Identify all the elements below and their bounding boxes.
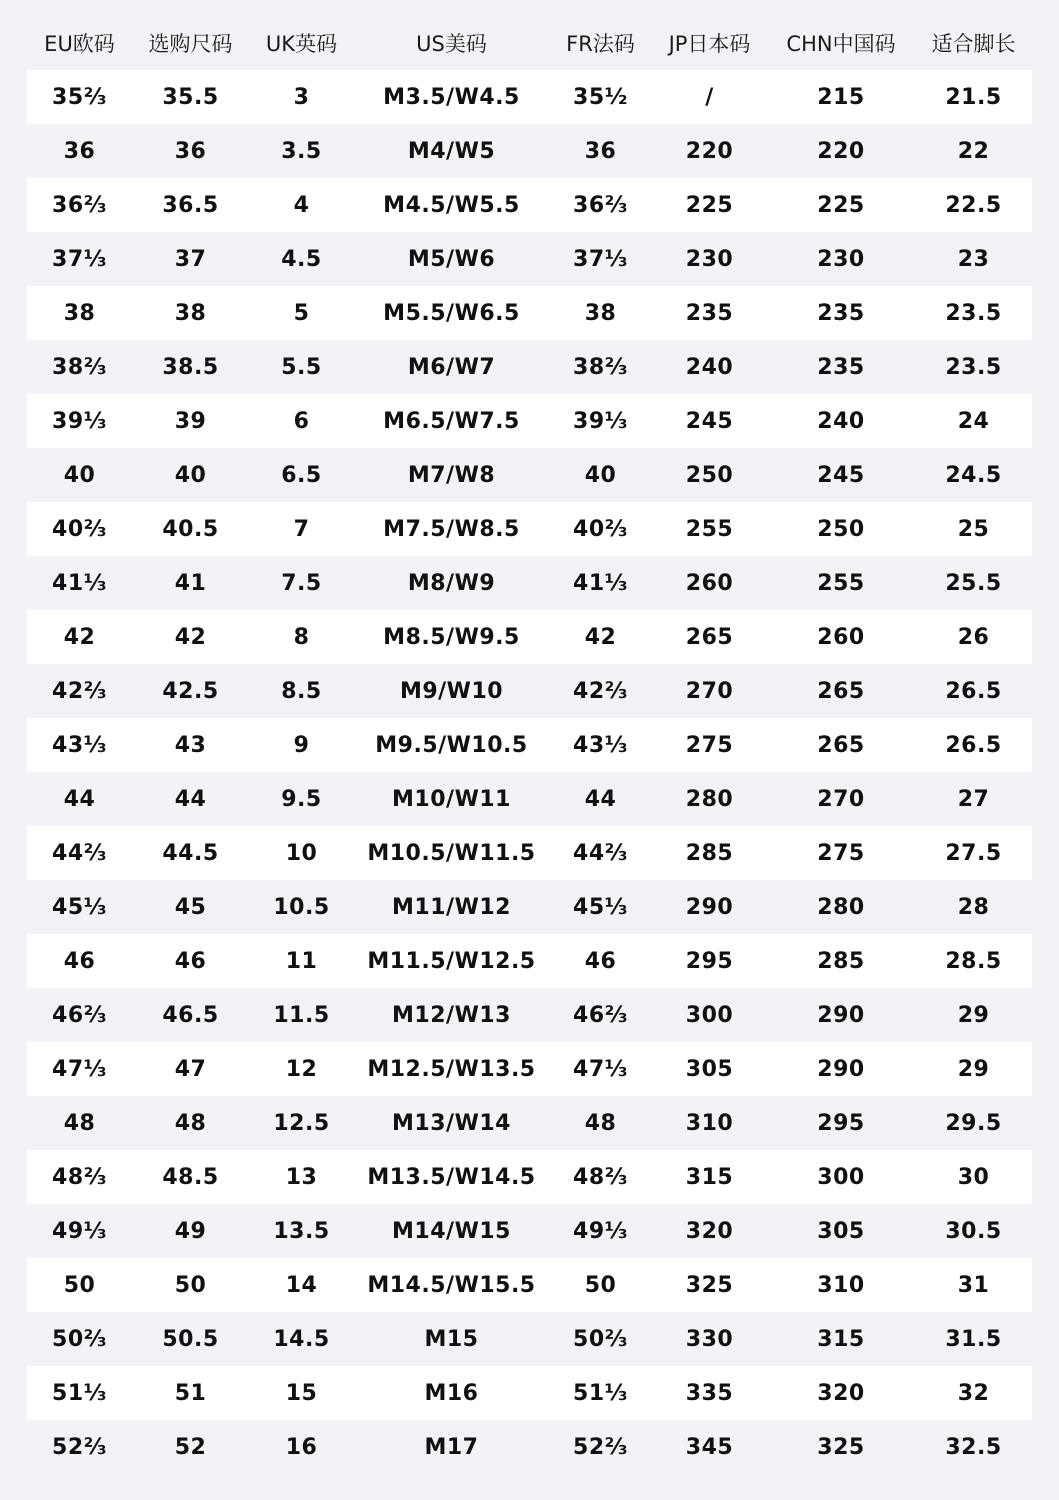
cell-us: M11.5/W12.5 bbox=[367, 948, 536, 974]
table-row bbox=[27, 1096, 1032, 1150]
cell-uk: 14 bbox=[285, 1272, 318, 1298]
cell-foot-length: 23.5 bbox=[945, 300, 1002, 326]
cell-purchase-size: 50 bbox=[174, 1272, 207, 1298]
cell-fr: 52⅔ bbox=[573, 1434, 628, 1460]
table-row bbox=[27, 1420, 1032, 1474]
cell-jp: 230 bbox=[685, 246, 734, 272]
cell-fr: 38⅔ bbox=[573, 354, 628, 380]
cell-purchase-size: 46.5 bbox=[162, 1002, 219, 1028]
cell-foot-length: 23 bbox=[957, 246, 990, 272]
cell-fr: 48⅔ bbox=[573, 1164, 628, 1190]
cell-purchase-size: 49 bbox=[174, 1218, 207, 1244]
cell-jp: / bbox=[705, 84, 714, 110]
cell-jp: 325 bbox=[685, 1272, 734, 1298]
cell-purchase-size: 50.5 bbox=[162, 1326, 219, 1352]
cell-purchase-size: 44.5 bbox=[162, 840, 219, 866]
cell-us: M8/W9 bbox=[407, 570, 496, 596]
cell-uk: 13 bbox=[285, 1164, 318, 1190]
cell-chn: 295 bbox=[817, 1110, 865, 1136]
cell-us: M10.5/W11.5 bbox=[367, 840, 536, 866]
cell-foot-length: 22 bbox=[957, 138, 990, 164]
cell-chn: 220 bbox=[817, 138, 865, 164]
header-jp: JP日本码 bbox=[668, 32, 751, 56]
cell-jp: 320 bbox=[685, 1218, 734, 1244]
cell-purchase-size: 42.5 bbox=[162, 678, 219, 704]
cell-uk: 15 bbox=[285, 1380, 318, 1406]
cell-foot-length: 32 bbox=[957, 1380, 990, 1406]
cell-fr: 46⅔ bbox=[573, 1002, 628, 1028]
cell-purchase-size: 47 bbox=[174, 1056, 207, 1082]
cell-foot-length: 25 bbox=[957, 516, 990, 542]
table-row bbox=[27, 718, 1032, 772]
cell-foot-length: 27 bbox=[957, 786, 990, 812]
cell-us: M9.5/W10.5 bbox=[375, 732, 528, 758]
cell-fr: 36 bbox=[584, 138, 617, 164]
cell-chn: 300 bbox=[817, 1164, 865, 1190]
cell-foot-length: 26.5 bbox=[945, 732, 1002, 758]
table-row bbox=[27, 124, 1032, 178]
cell-fr: 36⅔ bbox=[573, 192, 628, 218]
cell-eu: 40 bbox=[63, 462, 96, 488]
cell-eu: 48 bbox=[63, 1110, 96, 1136]
cell-us: M4.5/W5.5 bbox=[383, 192, 520, 218]
table-row bbox=[27, 1366, 1032, 1420]
cell-us: M13/W14 bbox=[392, 1110, 511, 1136]
cell-eu: 41⅓ bbox=[52, 570, 107, 596]
cell-fr: 38 bbox=[584, 300, 617, 326]
cell-chn: 310 bbox=[817, 1272, 865, 1298]
cell-us: M14.5/W15.5 bbox=[367, 1272, 536, 1298]
cell-us: M5/W6 bbox=[407, 246, 496, 272]
cell-uk: 11.5 bbox=[273, 1002, 330, 1028]
cell-eu: 36⅔ bbox=[52, 192, 107, 218]
cell-eu: 48⅔ bbox=[52, 1164, 107, 1190]
cell-uk: 11 bbox=[285, 948, 318, 974]
cell-fr: 47⅓ bbox=[573, 1056, 628, 1082]
cell-purchase-size: 38.5 bbox=[162, 354, 219, 380]
cell-foot-length: 26.5 bbox=[945, 678, 1002, 704]
cell-jp: 345 bbox=[685, 1434, 734, 1460]
cell-uk: 6 bbox=[293, 408, 310, 434]
cell-chn: 275 bbox=[817, 840, 865, 866]
cell-purchase-size: 40.5 bbox=[162, 516, 219, 542]
cell-uk: 5.5 bbox=[281, 354, 322, 380]
cell-foot-length: 21.5 bbox=[945, 84, 1002, 110]
header-eu: EU欧码 bbox=[44, 32, 115, 56]
cell-fr: 48 bbox=[584, 1110, 617, 1136]
cell-jp: 275 bbox=[685, 732, 734, 758]
cell-purchase-size: 36 bbox=[174, 138, 207, 164]
cell-chn: 255 bbox=[817, 570, 865, 596]
table-row bbox=[27, 502, 1032, 556]
header-purchase-size: 选购尺码 bbox=[148, 32, 233, 56]
cell-purchase-size: 38 bbox=[174, 300, 207, 326]
cell-us: M7.5/W8.5 bbox=[383, 516, 520, 542]
table-row bbox=[27, 880, 1032, 934]
cell-fr: 50⅔ bbox=[573, 1326, 628, 1352]
cell-chn: 325 bbox=[817, 1434, 865, 1460]
cell-eu: 47⅓ bbox=[52, 1056, 107, 1082]
cell-jp: 250 bbox=[685, 462, 734, 488]
cell-chn: 235 bbox=[817, 300, 865, 326]
cell-purchase-size: 36.5 bbox=[162, 192, 219, 218]
cell-uk: 12.5 bbox=[273, 1110, 330, 1136]
cell-purchase-size: 48.5 bbox=[162, 1164, 219, 1190]
cell-foot-length: 31.5 bbox=[945, 1326, 1002, 1352]
cell-fr: 40⅔ bbox=[573, 516, 628, 542]
table-header-row bbox=[27, 16, 1032, 70]
cell-jp: 240 bbox=[685, 354, 734, 380]
cell-uk: 8 bbox=[293, 624, 310, 650]
cell-uk: 13.5 bbox=[273, 1218, 330, 1244]
cell-purchase-size: 48 bbox=[174, 1110, 207, 1136]
cell-purchase-size: 52 bbox=[174, 1434, 207, 1460]
table-row bbox=[27, 1312, 1032, 1366]
cell-foot-length: 31 bbox=[957, 1272, 990, 1298]
cell-uk: 16 bbox=[285, 1434, 318, 1460]
cell-chn: 320 bbox=[817, 1380, 865, 1406]
table-row bbox=[27, 448, 1032, 502]
table-row bbox=[27, 772, 1032, 826]
cell-fr: 49⅓ bbox=[573, 1218, 628, 1244]
table-row bbox=[27, 70, 1032, 124]
cell-uk: 9.5 bbox=[281, 786, 322, 812]
cell-chn: 290 bbox=[817, 1002, 865, 1028]
cell-chn: 260 bbox=[817, 624, 865, 650]
cell-jp: 290 bbox=[685, 894, 734, 920]
cell-eu: 36 bbox=[63, 138, 96, 164]
cell-uk: 3 bbox=[293, 84, 310, 110]
cell-us: M12.5/W13.5 bbox=[367, 1056, 536, 1082]
cell-foot-length: 28 bbox=[957, 894, 990, 920]
cell-foot-length: 26 bbox=[957, 624, 990, 650]
cell-chn: 270 bbox=[817, 786, 865, 812]
cell-uk: 7 bbox=[293, 516, 310, 542]
size-chart-table bbox=[27, 16, 1032, 1474]
cell-chn: 215 bbox=[817, 84, 865, 110]
cell-uk: 9 bbox=[293, 732, 310, 758]
cell-uk: 12 bbox=[285, 1056, 318, 1082]
table-row bbox=[27, 394, 1032, 448]
header-us: US美码 bbox=[416, 32, 487, 56]
cell-chn: 250 bbox=[817, 516, 865, 542]
cell-foot-length: 24.5 bbox=[945, 462, 1002, 488]
cell-jp: 335 bbox=[685, 1380, 734, 1406]
cell-jp: 305 bbox=[685, 1056, 734, 1082]
cell-chn: 290 bbox=[817, 1056, 865, 1082]
cell-purchase-size: 51 bbox=[174, 1380, 207, 1406]
cell-fr: 41⅓ bbox=[573, 570, 628, 596]
cell-chn: 280 bbox=[817, 894, 865, 920]
cell-chn: 265 bbox=[817, 678, 865, 704]
cell-foot-length: 29 bbox=[957, 1002, 990, 1028]
cell-uk: 10 bbox=[285, 840, 318, 866]
table-row bbox=[27, 988, 1032, 1042]
cell-chn: 235 bbox=[817, 354, 865, 380]
cell-jp: 220 bbox=[685, 138, 734, 164]
cell-purchase-size: 35.5 bbox=[162, 84, 219, 110]
cell-fr: 37⅓ bbox=[573, 246, 628, 272]
cell-chn: 305 bbox=[817, 1218, 865, 1244]
cell-fr: 42 bbox=[584, 624, 617, 650]
cell-purchase-size: 42 bbox=[174, 624, 207, 650]
cell-foot-length: 30 bbox=[957, 1164, 990, 1190]
cell-foot-length: 30.5 bbox=[945, 1218, 1002, 1244]
cell-us: M6/W7 bbox=[407, 354, 496, 380]
cell-fr: 50 bbox=[584, 1272, 617, 1298]
cell-chn: 285 bbox=[817, 948, 865, 974]
cell-foot-length: 22.5 bbox=[945, 192, 1002, 218]
cell-purchase-size: 45 bbox=[174, 894, 207, 920]
cell-fr: 43⅓ bbox=[573, 732, 628, 758]
cell-fr: 51⅓ bbox=[573, 1380, 628, 1406]
cell-jp: 295 bbox=[685, 948, 734, 974]
cell-jp: 270 bbox=[685, 678, 734, 704]
cell-fr: 42⅔ bbox=[573, 678, 628, 704]
cell-foot-length: 29.5 bbox=[945, 1110, 1002, 1136]
table-row bbox=[27, 934, 1032, 988]
cell-uk: 8.5 bbox=[281, 678, 322, 704]
cell-jp: 255 bbox=[685, 516, 734, 542]
cell-uk: 4.5 bbox=[281, 246, 322, 272]
cell-uk: 5 bbox=[293, 300, 310, 326]
table-row bbox=[27, 340, 1032, 394]
cell-us: M14/W15 bbox=[392, 1218, 511, 1244]
cell-chn: 315 bbox=[817, 1326, 865, 1352]
cell-fr: 44 bbox=[584, 786, 617, 812]
cell-eu: 45⅓ bbox=[52, 894, 107, 920]
header-foot-length: 适合脚长 bbox=[931, 32, 1016, 56]
cell-purchase-size: 46 bbox=[174, 948, 207, 974]
cell-foot-length: 27.5 bbox=[945, 840, 1002, 866]
cell-fr: 35½ bbox=[573, 84, 628, 110]
cell-eu: 39⅓ bbox=[52, 408, 107, 434]
cell-fr: 40 bbox=[584, 462, 617, 488]
cell-eu: 46⅔ bbox=[52, 1002, 107, 1028]
cell-jp: 235 bbox=[685, 300, 734, 326]
cell-jp: 280 bbox=[685, 786, 734, 812]
cell-eu: 42 bbox=[63, 624, 96, 650]
cell-foot-length: 32.5 bbox=[945, 1434, 1002, 1460]
table-row bbox=[27, 1042, 1032, 1096]
cell-us: M8.5/W9.5 bbox=[383, 624, 520, 650]
cell-jp: 260 bbox=[685, 570, 734, 596]
cell-chn: 245 bbox=[817, 462, 865, 488]
cell-chn: 230 bbox=[817, 246, 865, 272]
cell-us: M7/W8 bbox=[407, 462, 496, 488]
cell-jp: 265 bbox=[685, 624, 734, 650]
cell-jp: 245 bbox=[685, 408, 734, 434]
cell-fr: 45⅓ bbox=[573, 894, 628, 920]
cell-us: M9/W10 bbox=[399, 678, 504, 704]
cell-chn: 240 bbox=[817, 408, 865, 434]
cell-eu: 46 bbox=[63, 948, 96, 974]
cell-purchase-size: 44 bbox=[174, 786, 207, 812]
cell-eu: 44⅔ bbox=[52, 840, 107, 866]
cell-uk: 6.5 bbox=[281, 462, 322, 488]
cell-uk: 3.5 bbox=[281, 138, 322, 164]
header-fr: FR法码 bbox=[566, 32, 635, 56]
header-chn: CHN中国码 bbox=[786, 32, 896, 56]
cell-purchase-size: 43 bbox=[174, 732, 207, 758]
cell-us: M11/W12 bbox=[392, 894, 511, 920]
cell-chn: 225 bbox=[817, 192, 865, 218]
cell-eu: 49⅓ bbox=[52, 1218, 107, 1244]
cell-eu: 50 bbox=[63, 1272, 96, 1298]
table-body bbox=[27, 70, 1032, 1474]
cell-jp: 300 bbox=[685, 1002, 734, 1028]
cell-us: M15 bbox=[424, 1326, 479, 1352]
table-row bbox=[27, 556, 1032, 610]
cell-uk: 4 bbox=[293, 192, 310, 218]
cell-foot-length: 29 bbox=[957, 1056, 990, 1082]
table-row bbox=[27, 664, 1032, 718]
table-row bbox=[27, 1258, 1032, 1312]
table-row bbox=[27, 286, 1032, 340]
table-row bbox=[27, 1150, 1032, 1204]
cell-jp: 315 bbox=[685, 1164, 734, 1190]
cell-fr: 39⅓ bbox=[573, 408, 628, 434]
cell-purchase-size: 37 bbox=[174, 246, 207, 272]
cell-foot-length: 25.5 bbox=[945, 570, 1002, 596]
cell-eu: 50⅔ bbox=[52, 1326, 107, 1352]
cell-us: M3.5/W4.5 bbox=[383, 84, 520, 110]
cell-eu: 40⅔ bbox=[52, 516, 107, 542]
cell-fr: 46 bbox=[584, 948, 617, 974]
cell-us: M4/W5 bbox=[407, 138, 496, 164]
cell-eu: 35⅔ bbox=[52, 84, 107, 110]
cell-eu: 37⅓ bbox=[52, 246, 107, 272]
cell-us: M16 bbox=[424, 1380, 479, 1406]
cell-purchase-size: 41 bbox=[174, 570, 207, 596]
table-row bbox=[27, 1204, 1032, 1258]
table-row bbox=[27, 178, 1032, 232]
cell-foot-length: 28.5 bbox=[945, 948, 1002, 974]
cell-jp: 330 bbox=[685, 1326, 734, 1352]
cell-eu: 38⅔ bbox=[52, 354, 107, 380]
cell-purchase-size: 39 bbox=[174, 408, 207, 434]
header-uk: UK英码 bbox=[265, 32, 338, 56]
table-row bbox=[27, 232, 1032, 286]
cell-us: M12/W13 bbox=[392, 1002, 511, 1028]
cell-eu: 43⅓ bbox=[52, 732, 107, 758]
table-row bbox=[27, 826, 1032, 880]
cell-eu: 44 bbox=[63, 786, 96, 812]
cell-us: M6.5/W7.5 bbox=[383, 408, 520, 434]
cell-us: M17 bbox=[424, 1434, 479, 1460]
cell-eu: 52⅔ bbox=[52, 1434, 107, 1460]
cell-foot-length: 23.5 bbox=[945, 354, 1002, 380]
cell-us: M5.5/W6.5 bbox=[383, 300, 520, 326]
cell-us: M13.5/W14.5 bbox=[367, 1164, 536, 1190]
cell-purchase-size: 40 bbox=[174, 462, 207, 488]
table-row bbox=[27, 610, 1032, 664]
cell-jp: 310 bbox=[685, 1110, 734, 1136]
cell-foot-length: 24 bbox=[957, 408, 990, 434]
cell-uk: 10.5 bbox=[273, 894, 330, 920]
cell-chn: 265 bbox=[817, 732, 865, 758]
cell-jp: 225 bbox=[685, 192, 734, 218]
cell-jp: 285 bbox=[685, 840, 734, 866]
cell-uk: 14.5 bbox=[273, 1326, 330, 1352]
cell-eu: 51⅓ bbox=[52, 1380, 107, 1406]
cell-fr: 44⅔ bbox=[573, 840, 628, 866]
cell-eu: 42⅔ bbox=[52, 678, 107, 704]
cell-uk: 7.5 bbox=[281, 570, 322, 596]
cell-us: M10/W11 bbox=[392, 786, 511, 812]
cell-eu: 38 bbox=[63, 300, 96, 326]
